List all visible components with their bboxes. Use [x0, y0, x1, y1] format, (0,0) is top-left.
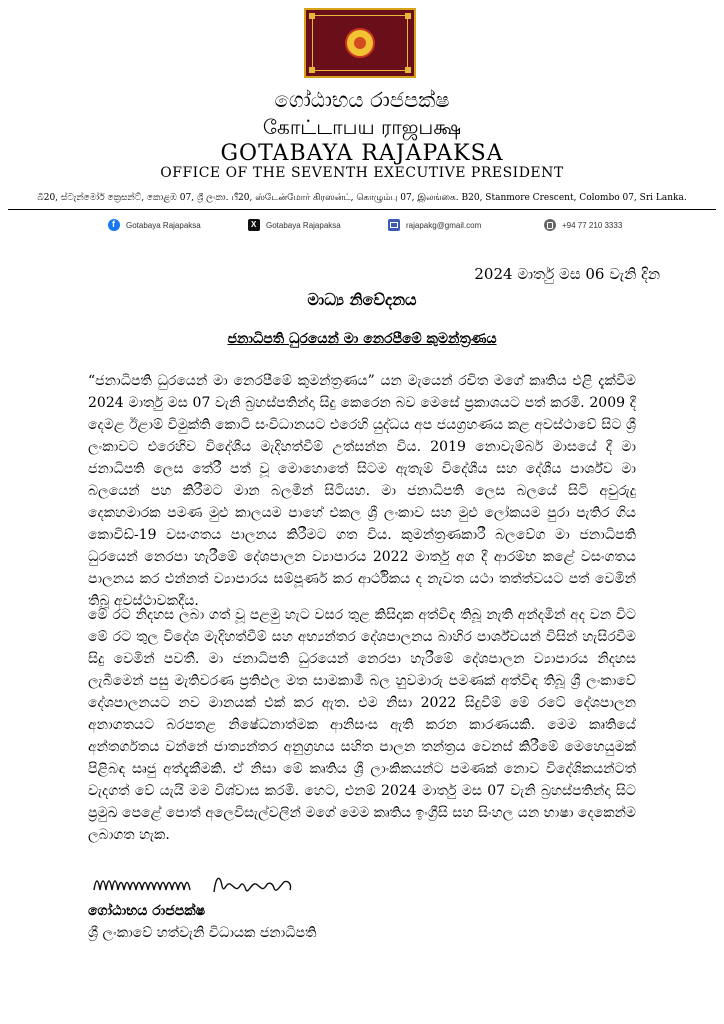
- contact-bar: [0, 219, 724, 233]
- x-handle: Gotabaya Rajapaksa: [266, 220, 341, 230]
- x-icon: [248, 219, 260, 231]
- facebook-handle: Gotabaya Rajapaksa: [126, 220, 201, 230]
- phone-icon: [544, 219, 556, 231]
- emblem-corner: [309, 67, 315, 73]
- contact-phone[interactable]: [544, 219, 622, 231]
- emblem-medallion: [345, 28, 375, 58]
- contact-email[interactable]: [388, 219, 481, 231]
- signatory-title: ශ්‍රී ලංකාවේ හත්වැනි විධායක ජනාධිපති: [88, 925, 317, 941]
- contact-x[interactable]: [248, 219, 341, 231]
- emblem-corner: [405, 13, 411, 19]
- body-paragraph-1: “ජනාධිපති ධුරයෙන් මා නෙරපීමේ කුමන්ත්‍රණය” යන මැයෙන් රචිත මගේ කෘතිය එළි දැක්වීම 2024 මාර්තු මස 07 වැනි බ්‍රහස්පතින්දා සිදු කෙරෙන බව මෙසේ ප්‍රකාශයට පත් කරමි. 2009 දී දෙමළ ඊළාම් විමුක්ති කොටි සංවිධානයට එරෙහි යුද්ධය අප ජයග්‍රහණය කළ අවස්ථාවේ සිට ශ්‍රී ලංකාවට එරෙහිව විදේශීය මැදිහත්වීම් උත්සන්න විය. 2019 නොවැම්බර් මාසයේ දී මා ජනාධිපති ලෙස තේරී පත් වූ මොහොතේ සිටම ඇතැම් විදේශීය සහ දේශීය පාර්ශ්ව මා බලයෙන් පහ කිරීමට මාන බලමින් සිටියහ. මා ජනාධිපති ලෙස බලයේ සිටි අවුරුදු දෙකහමාරක පමණ මුළු කාලයම පාහේ එකල ශ්‍රී ලංකාව සහ මුළු ලෝකයම පුරා පැතිර ගිය කොවිඩ්-19 වසංගතය පාලනය කිරීමට ගත විය. කුමන්ත්‍රණකාරී බලවේග මා ජනාධිපති ධුරයෙන් නෙරපා හැරීමේ දේශපාලන ව්‍යාපාරය 2022 මාර්තු අග දී ආරම්භ කළේ වසංගතය පාලනය කර එන්නත් ව්‍යාපාරය සම්පූර්ණ කර ආර්ථිකය ද නැවත යථා තත්ත්වයට පත් වෙමින් තිබූ අවස්ථාවකදීය.: [88, 373, 636, 609]
- name-sinhala: ගෝඨාභය රාජපක්ෂ: [274, 88, 450, 112]
- phone-number: +94 77 210 3333: [562, 220, 623, 230]
- name-english: GOTABAYA RAJAPAKSA: [220, 141, 504, 166]
- emblem-corner: [405, 67, 411, 73]
- letter-date: 2024 මාර්තු මස 06 වැනි දින: [474, 265, 660, 283]
- contact-facebook[interactable]: [108, 219, 201, 231]
- emblem-corner: [309, 13, 315, 19]
- body-paragraph-2: මේ රට නිදහස ලබා ගත් වූ පළමු හැට වසර තුළ කිසිදාක අත්විඳ තිබූ නැති අන්දමින් අද වන විට මේ රට තුල විදේශ මැදිහත්වීම් සහ අභ්‍යන්තර දේශපාලනය බාහිර පාර්ශ්වයන් විසින් හැසිරවීම සිදු වෙමින් පවතී. මා ජනාධිපති ධුරයෙන් නෙරපා හැරීමේ දේශපාලන ව්‍යාපාරය නිදහස ලැබීමෙන් පසු මැතිවරණ ප්‍රතිඵල මත සාමකාමී බල හුවමාරු පමණක් අත්විඳ තිබූ ශ්‍රී ලංකාවේ දේශපාලනයට නව මානයක් එක් කර ඇත. එම නිසා 2022 සිදුවීම් මේ රටේ දේශපාලන අනාගතයට බරපතළ නිෂේධනාත්මක ආනිසංස ඇති කරන කාරණයකි. මෙම කෘතියේ අන්තර්ගතය වන්නේ ජාත්‍යන්තර අනුග්‍රහය සහිත පාලන තන්ත්‍රය වෙනස් කිරීමේ මෙහෙයුමක් පිළිබඳ සෘජු අත්දැකීමකි. ඒ නිසා මේ කෘතිය ශ්‍රී ලාංකිකයන්ට පමණක් නොව විදේශිකයන්ටත් වැදගත් වේ යැයි මම විශ්වාස කරමි. හෙට, එනම් 2024 මාර්තු මස 07 වැනි බ්‍රහස්පතින්දා සිට ප්‍රමුඛ පෙළේ පොත් අලෙවිසැල්වලින් මගේ මෙම කෘතිය ඉංග්‍රීසි සහ සිංහල යන භාෂා දෙකෙන්ම ලබාගත හැක.: [88, 607, 636, 843]
- document-heading: මාධ්‍ය නිවේදනය: [307, 290, 417, 309]
- address-line: බී20, ස්ටැන්මෝර් ක්‍රෙසන්ට්, කොළඹ 07, ශ්‍රී ලංකා. பீ20, ஸ்டேன்மோர் கிரஸன்ட், கொழும்பு 07, இலங்கை. B20, Stanmore Crescent, Colombo 07, Sri Lanka.: [37, 193, 687, 203]
- handwritten-signature: [92, 872, 302, 900]
- presidential-flag-emblem: [304, 8, 416, 78]
- email-address: rajapakg@gmail.com: [406, 220, 482, 230]
- document-subject: ජනාධිපති ධුරයෙන් මා නෙරපීමේ කුමන්ත්‍රණය: [227, 331, 497, 347]
- facebook-icon: [108, 219, 120, 231]
- email-icon: [388, 219, 400, 231]
- name-tamil: கோட்டாபய ராஜபக்ஷ: [262, 115, 462, 139]
- header-divider: [8, 209, 716, 210]
- signatory-name: ගෝඨාභය රාජපක්ෂ: [88, 903, 206, 919]
- office-title: OFFICE OF THE SEVENTH EXECUTIVE PRESIDENT: [160, 165, 564, 181]
